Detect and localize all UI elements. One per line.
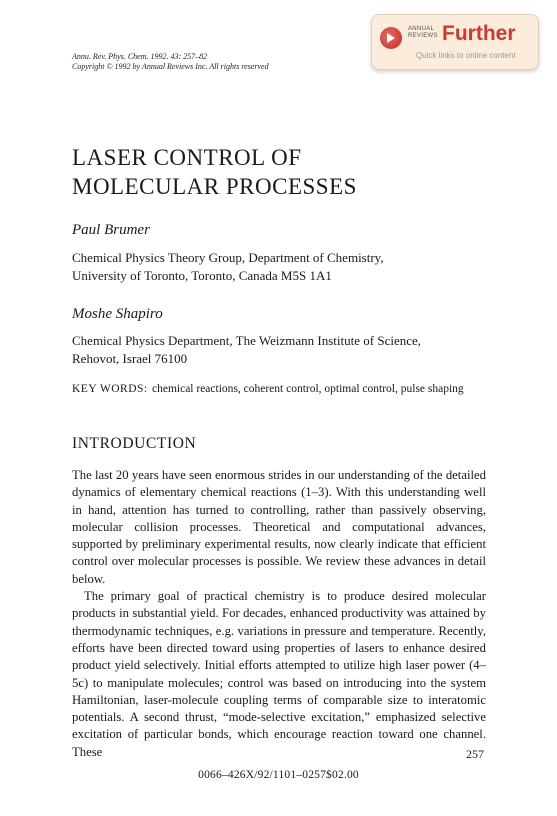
section-heading-introduction: INTRODUCTION	[72, 435, 197, 452]
further-subtitle: Quick links to online content	[416, 51, 516, 60]
keywords-text: chemical reactions, coherent control, optimal control, pulse shaping	[152, 383, 464, 395]
affiliation-1-line-2: University of Toronto, Toronto, Canada M5S 1A1	[72, 268, 332, 283]
affiliation-2-line-2: Rehovot, Israel 76100	[72, 351, 188, 366]
article-body	[72, 467, 486, 761]
keywords-block	[72, 382, 486, 397]
title-line-1: LASER CONTROL OF	[72, 145, 302, 170]
article-title	[72, 143, 492, 201]
price-code: 0066–426X/92/1101–0257$02.00	[198, 769, 359, 781]
page-number: 257	[466, 747, 484, 761]
affiliation-2-line-1: Chemical Physics Department, The Weizmann Institute of Science,	[72, 333, 422, 348]
body-paragraph-1: The last 20 years have seen enormous strides in our understanding of the detailed dynamics of elementary chemical reactions (1–3). With this understanding well in hand, attention has turned to controlling, rather than passively observing, molecular collision processes. Theoretical and computational advances, supported by preliminary experimental results, now clearly indicate that efficient control over molecular processes is possible. We review these advances in detail below.	[72, 468, 486, 586]
author-name-2: Moshe Shapiro	[72, 306, 163, 322]
further-label: Further	[442, 22, 516, 45]
author-affiliation-2	[72, 332, 492, 368]
title-line-2: MOLECULAR PROCESSES	[72, 174, 357, 199]
affiliation-1-line-1: Chemical Physics Theory Group, Department of Chemistry,	[72, 250, 384, 265]
author-affiliation-1	[72, 249, 492, 285]
citation-line-2: Copyright © 1992 by Annual Reviews Inc. All rights reserved	[72, 62, 269, 71]
journal-citation	[72, 52, 269, 72]
annual-reviews-play-logo-icon	[380, 27, 402, 49]
author-name-1: Paul Brumer	[72, 222, 150, 238]
body-paragraph-2: The primary goal of practical chemistry is to produce desired molecular products in substantial yield. For decades, enhanced productivity was attained by thermodynamic techniques, e.g. variations in pressure and temperature. Recently, efforts have been directed toward using properties of lasers to enhance desired product yield selectively. Initial efforts attempted to utilize high laser power (4–5c) to manipulate molecules; control was based on introducing into the system Hamiltonian, laser-molecule coupling terms of comparable size to interatomic potentials. A second thrust, “mode-selective excitation,” emphasized selective excitation of particular bonds, which encourage reaction toward one channel. These	[72, 589, 486, 759]
citation-line-1: Annu. Rev. Phys. Chem. 1992. 43: 257–82	[72, 52, 208, 61]
annual-reviews-label: ANNUAL REVIEWS	[408, 26, 438, 39]
keywords-label: KEY WORDS:	[72, 383, 148, 395]
further-online-content-badge[interactable]	[371, 14, 539, 70]
